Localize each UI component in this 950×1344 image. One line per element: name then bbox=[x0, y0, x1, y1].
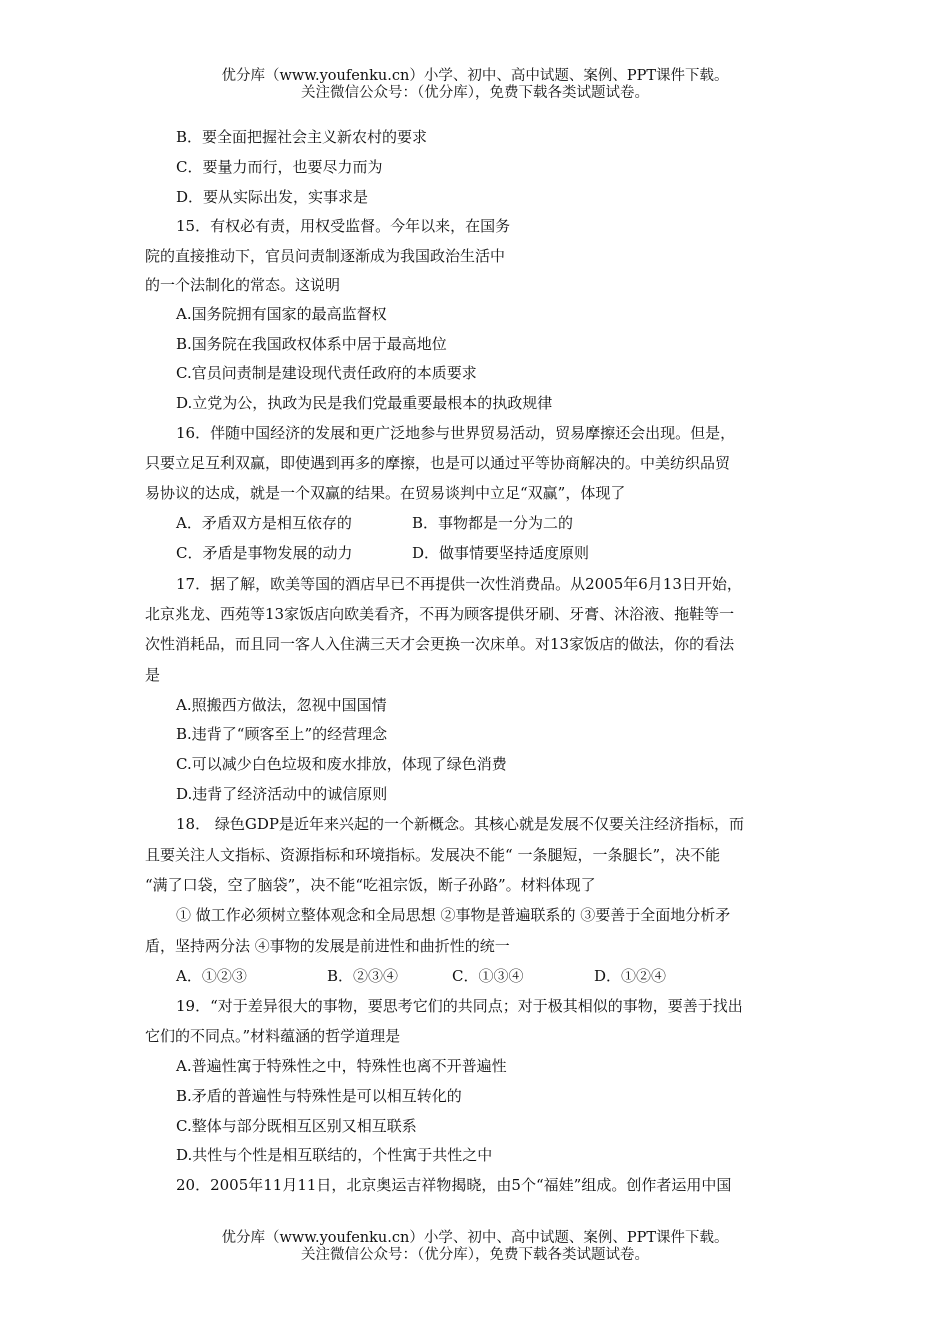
q19-option-c: C.整体与部分既相互区别又相互联系 bbox=[176, 1117, 417, 1135]
q17-option-a: A.照搬西方做法，忽视中国国情 bbox=[176, 696, 387, 714]
q18-stem-line-1: 18． 绿色GDP是近年来兴起的一个新概念。其核心就是发展不仅要关注经济指标，而 bbox=[176, 815, 744, 833]
q16-option-b: B．事物都是一分为二的 bbox=[412, 514, 574, 532]
q16-option-c: C．矛盾是事物发展的动力 bbox=[176, 544, 353, 562]
q16-stem-line-3: 易协议的达成，就是一个双赢的结果。在贸易谈判中立足“双赢”，体现了 bbox=[145, 484, 626, 502]
q15-stem-line-3: 的一个法制化的常态。这说明 bbox=[145, 276, 341, 294]
q18-option-d: D．①②④ bbox=[594, 967, 667, 985]
q17-option-d: D.违背了经济活动中的诚信原则 bbox=[176, 785, 388, 803]
q17-stem-line-3: 次性消耗品，而且同一客人入住满三天才会更换一次床单。对13家饭店的做法，你的看法 bbox=[145, 635, 735, 653]
q19-option-b: B.矛盾的普遍性与特殊性是可以相互转化的 bbox=[176, 1087, 462, 1105]
q17-option-b: B.违背了“顾客至上”的经营理念 bbox=[176, 725, 388, 743]
q18-option-b: B．②③④ bbox=[327, 967, 399, 985]
q17-stem-line-2: 北京兆龙、西苑等13家饭店向欧美看齐，不再为顾客提供牙刷、牙膏、沐浴液、拖鞋等一 bbox=[145, 605, 735, 623]
q19-stem-line-1: 19．“对于差异很大的事物，要思考它们的共同点；对于极其相似的事物，要善于找出 bbox=[176, 997, 743, 1015]
q19-option-a: A.普遍性寓于特殊性之中，特殊性也离不开普遍性 bbox=[176, 1057, 507, 1075]
q16-stem-line-2: 只要立足互利双赢，即使遇到再多的摩擦，也是可以通过平等协商解决的。中美纺织品贸 bbox=[145, 454, 731, 472]
q19-option-d: D.共性与个性是相互联结的，个性寓于共性之中 bbox=[176, 1146, 493, 1164]
q15-option-b: B.国务院在我国政权体系中居于最高地位 bbox=[176, 335, 447, 353]
header-line-2: 关注微信公众号：（优分库），免费下载各类试题试卷。 bbox=[301, 85, 649, 101]
page-footer bbox=[0, 1230, 950, 1264]
q16-option-d: D．做事情要坚持适度原则 bbox=[412, 544, 590, 562]
q14-option-c: C．要量力而行，也要尽力而为 bbox=[176, 158, 383, 176]
q15-stem-line-1: 15．有权必有责，用权受监督。今年以来，在国务 bbox=[176, 217, 511, 235]
q17-stem-line-1: 17．据了解，欧美等国的酒店早已不再提供一次性消费品。从2005年6月13日开始， bbox=[176, 575, 742, 593]
footer-line-1: 优分库（www.youfenku.cn）小学、初中、高中试题、案例、PPT课件下载。 bbox=[221, 1230, 729, 1246]
q18-stem-line-5: 盾，坚持两分法 ④事物的发展是前进性和曲折性的统一 bbox=[145, 937, 510, 955]
q14-option-d: D．要从实际出发，实事求是 bbox=[176, 188, 369, 206]
q14-option-b: B．要全面把握社会主义新农村的要求 bbox=[176, 128, 428, 146]
q15-option-a: A.国务院拥有国家的最高监督权 bbox=[176, 305, 387, 323]
q15-option-d: D.立党为公，执政为民是我们党最重要最根本的执政规律 bbox=[176, 394, 553, 412]
q18-stem-line-2: 且要关注人文指标、资源指标和环境指标。发展决不能“ 一条腿短，一条腿长”，决不能 bbox=[145, 846, 721, 864]
header-line-1: 优分库（www.youfenku.cn）小学、初中、高中试题、案例、PPT课件下载。 bbox=[221, 68, 729, 84]
footer-line-2: 关注微信公众号：（优分库），免费下载各类试题试卷。 bbox=[301, 1247, 649, 1263]
q16-stem-line-1: 16．伴随中国经济的发展和更广泛地参与世界贸易活动，贸易摩擦还会出现。但是， bbox=[176, 424, 736, 442]
q18-option-c: C．①③④ bbox=[452, 967, 524, 985]
q20-stem-line-1: 20．2005年11月11日，北京奥运吉祥物揭晓，由5个“福娃”组成。创作者运用中国 bbox=[176, 1176, 732, 1194]
q16-option-a: A．矛盾双方是相互依存的 bbox=[176, 514, 352, 532]
q17-option-c: C.可以减少白色垃圾和废水排放，体现了绿色消费 bbox=[176, 755, 507, 773]
q18-option-a: A．①②③ bbox=[176, 967, 247, 985]
q18-stem-line-4: ① 做工作必须树立整体观念和全局思想 ②事物是普遍联系的 ③要善于全面地分析矛 bbox=[176, 906, 731, 924]
q18-stem-line-3: “满了口袋，空了脑袋”，决不能“吃祖宗饭，断子孙路”。材料体现了 bbox=[145, 876, 596, 894]
q17-stem-line-4: 是 bbox=[145, 666, 161, 684]
q15-option-c: C.官员问责制是建设现代责任政府的本质要求 bbox=[176, 364, 477, 382]
q15-stem-line-2: 院的直接推动下，官员问责制逐渐成为我国政治生活中 bbox=[145, 247, 506, 265]
q19-stem-line-2: 它们的不同点。”材料蕴涵的哲学道理是 bbox=[145, 1027, 401, 1045]
